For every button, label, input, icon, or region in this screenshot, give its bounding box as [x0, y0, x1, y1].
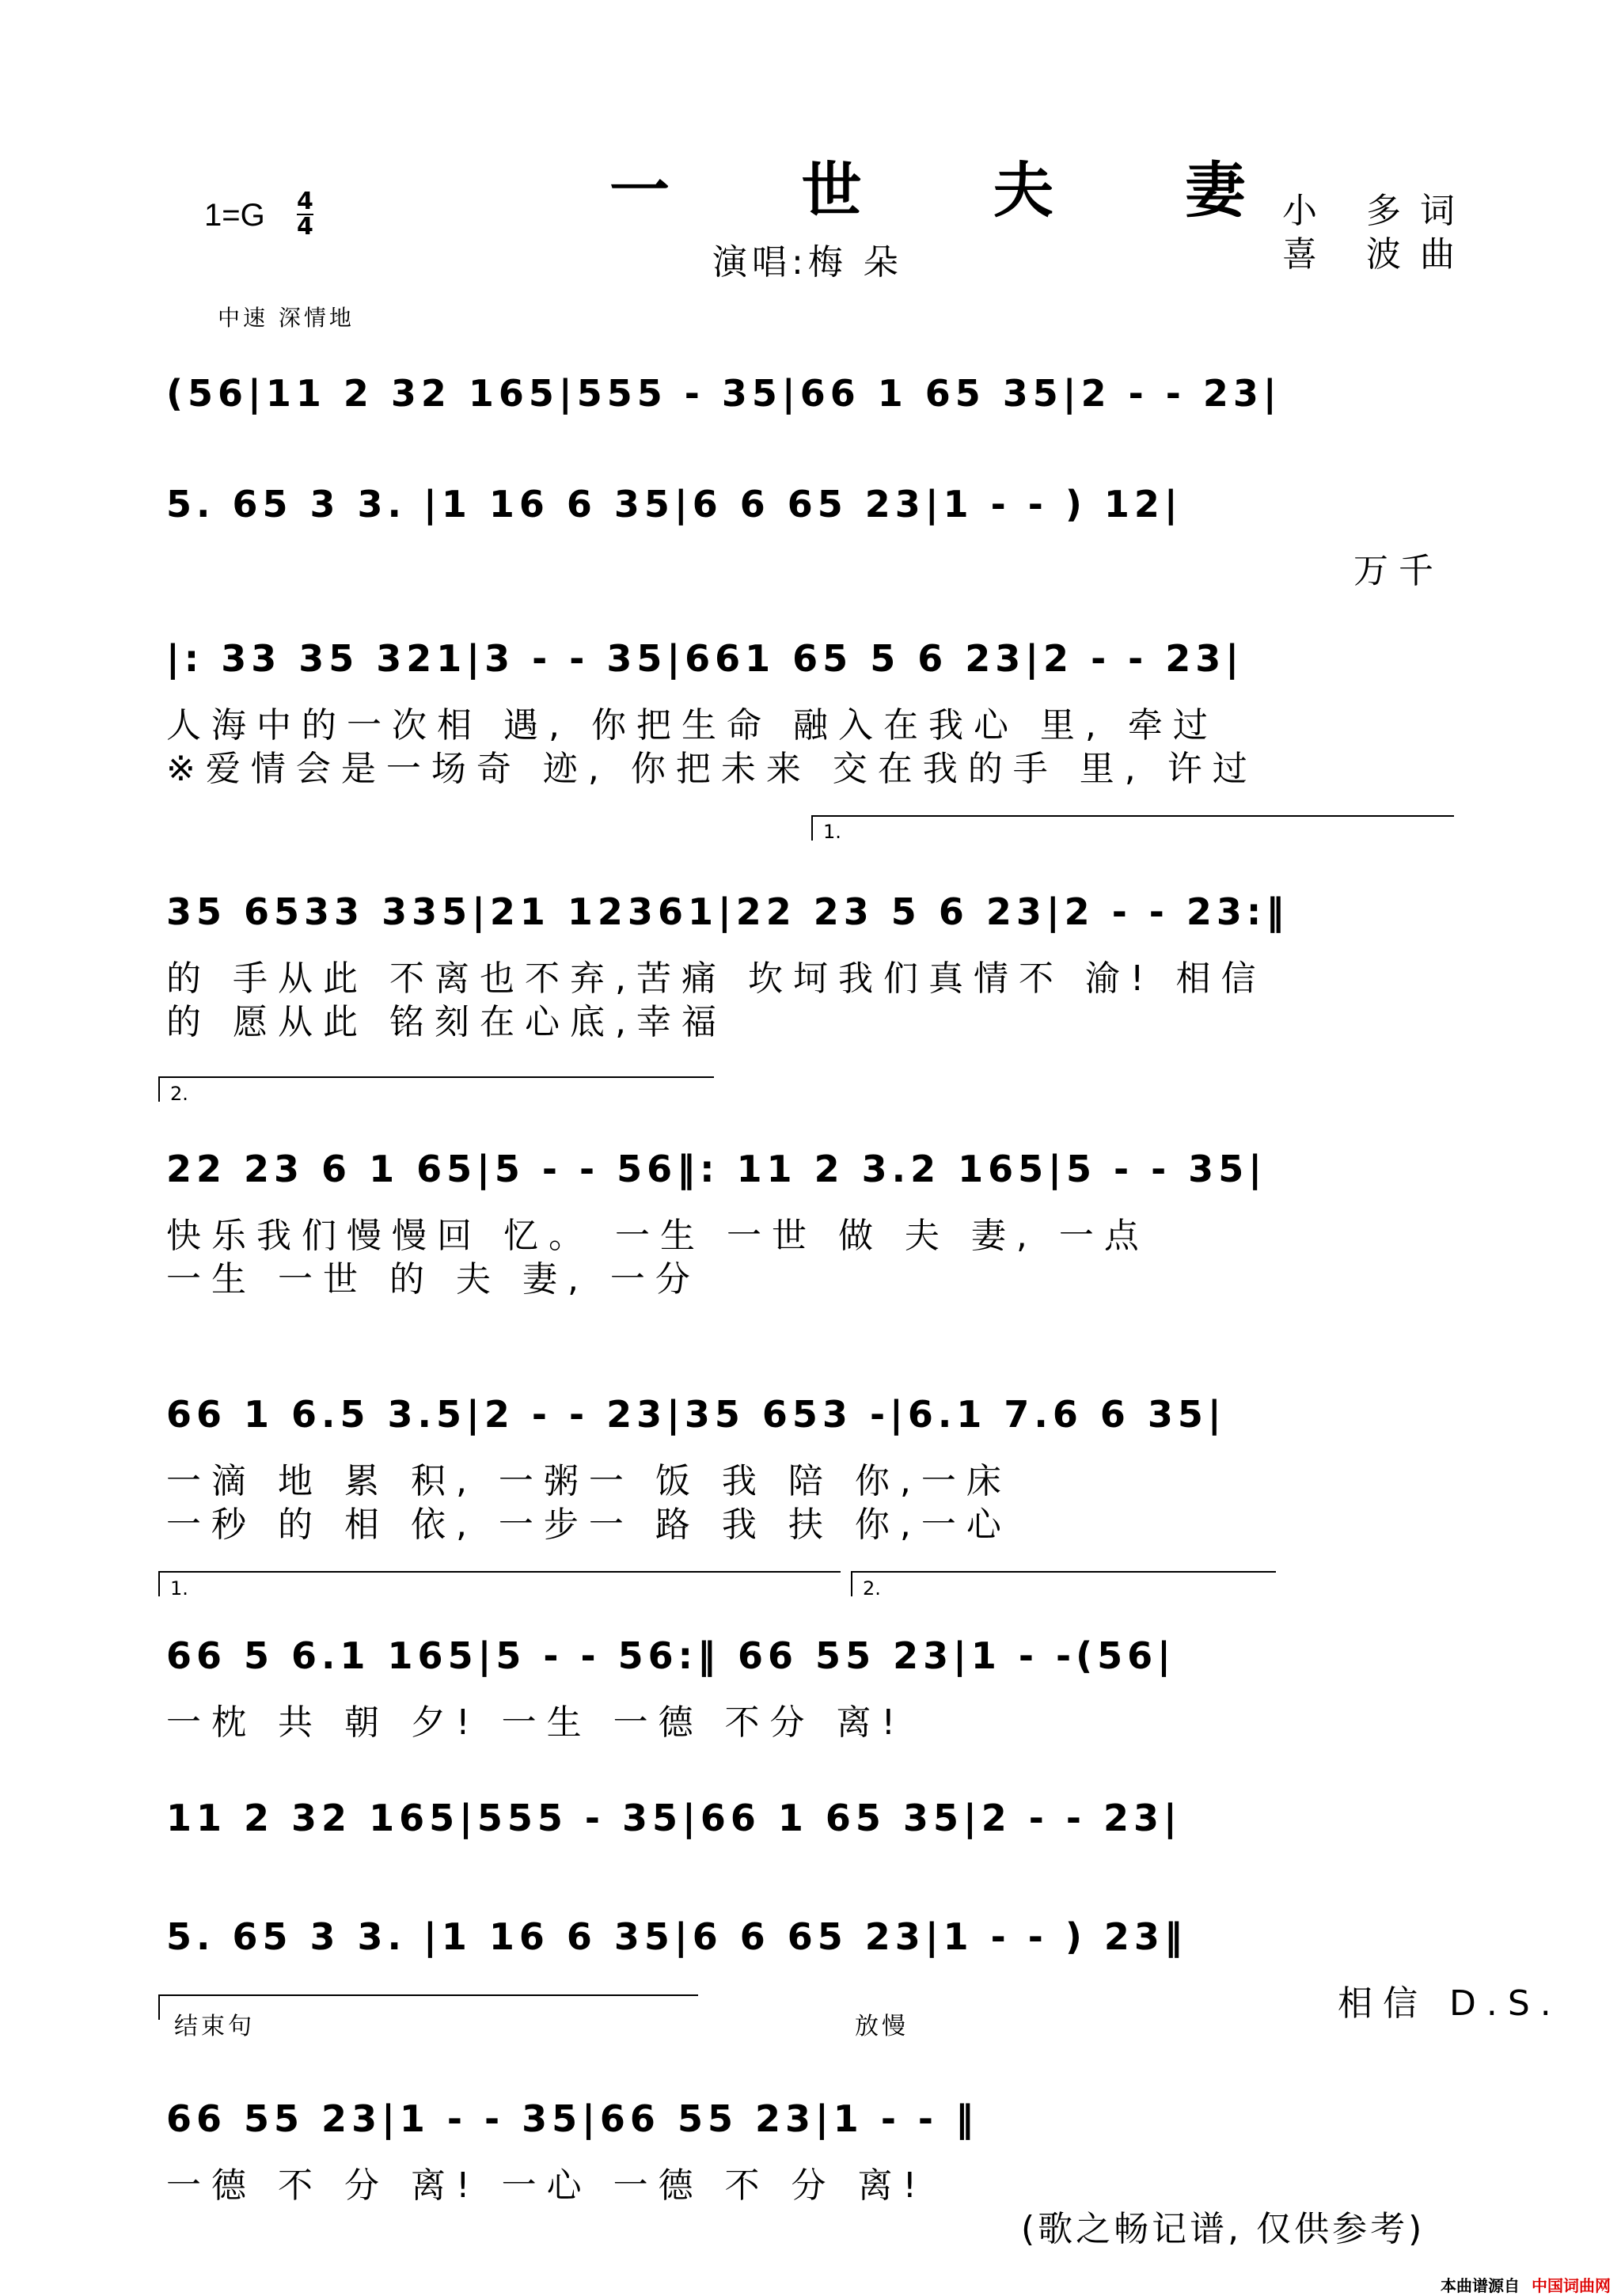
singer-credit: 演唱:梅 朵 [712, 242, 903, 283]
tempo-marking: 中速 深情地 [218, 305, 355, 331]
notation-line: 5. 65 3 3. |1 16 6 35|6 6 65 23|1 - - ) 23‖ [166, 1915, 1187, 1958]
lyrics-line: 万千 [1353, 551, 1444, 591]
lyrics-line-verse-2: 一秒 的 相 依, 一步一 路 我 扶 你,一心 [166, 1505, 1012, 1545]
notation-line: 11 2 32 165|555 - 35|66 1 65 35|2 - - 23| [166, 1797, 1182, 1839]
lyrics-line-verse-2: ※爱情会是一场奇 迹, 你把未来 交在我的手 里, 许过 [166, 749, 1258, 789]
second-ending-bracket [851, 1571, 1276, 1596]
watermark-site: 中国词曲网 [1532, 2276, 1611, 2295]
lyrics-line: 一枕 共 朝 夕! 一生 一德 不分 离! [166, 1702, 906, 1743]
song-title: 一 世 夫 妻 [609, 155, 1301, 226]
notation-line: |: 33 35 321|3 - - 35|661 65 5 6 23|2 - - 23| [166, 637, 1244, 680]
lyrics-line-verse-1: 的 手从此 不离也不弃,苦痛 坎坷我们真情不 渝! 相信 [166, 958, 1266, 999]
notation-line: 66 5 6.1 165|5 - - 56:‖ 66 55 23|1 - -(56| [166, 1634, 1175, 1677]
notation-line: 35 6533 335|21 12361|22 23 5 6 23|2 - - 23:‖ [166, 890, 1289, 933]
lyrics-line-verse-2: 的 愿从此 铭刻在心底,幸福 [166, 1002, 727, 1042]
second-ending-number: 2. [170, 1083, 188, 1105]
lyrics-line-verse-1: 快乐我们慢慢回 忆。 一生 一世 做 夫 妻, 一点 [166, 1216, 1149, 1256]
time-signature: 4 4 [297, 188, 313, 241]
composer-credit: 喜 波曲 [1282, 234, 1474, 275]
second-ending-number: 2. [863, 1577, 881, 1600]
watermark-source: 本曲谱源自 [1441, 2276, 1520, 2295]
notation-line: 5. 65 3 3. |1 16 6 35|6 6 65 23|1 - - ) 12| [166, 483, 1183, 526]
lyrics-line: 一德 不 分 离! 一心 一德 不 分 离! [166, 2165, 928, 2206]
lyricist-credit: 小 多词 [1282, 191, 1474, 231]
notation-line: 22 23 6 1 65|5 - - 56‖: 11 2 3.2 165|5 - - 35| [166, 1148, 1266, 1190]
notation-line: 66 1 6.5 3.5|2 - - 23|35 653 -|6.1 7.6 6 35| [166, 1393, 1226, 1436]
ending-label: 结束句 [174, 2013, 255, 2040]
lyrics-line-verse-2: 一生 一世 的 夫 妻, 一分 [166, 1259, 700, 1300]
transcriber-note: (歌之畅记谱, 仅供参考) [1021, 2209, 1425, 2249]
lyrics-line: 相信 D.S. [1338, 1983, 1562, 2024]
notation-line: 66 55 23|1 - - 35|66 55 23|1 - - ‖ [166, 2097, 979, 2140]
key-signature: 1=G [204, 198, 265, 233]
first-ending-number: 1. [823, 821, 841, 843]
lyrics-line-verse-1: 人海中的一次相 遇, 你把生命 融入在我心 里, 牵过 [166, 705, 1218, 746]
slow-down-marking: 放慢 [855, 2013, 909, 2040]
first-ending-bracket [811, 815, 1454, 841]
first-ending-bracket [158, 1571, 841, 1596]
notation-line: (56|11 2 32 165|555 - 35|66 1 65 35|2 - - 23| [166, 372, 1281, 415]
lyrics-line-verse-1: 一滴 地 累 积, 一粥一 饭 我 陪 你,一床 [166, 1461, 1012, 1501]
second-ending-bracket [158, 1076, 714, 1102]
first-ending-number: 1. [170, 1577, 188, 1600]
